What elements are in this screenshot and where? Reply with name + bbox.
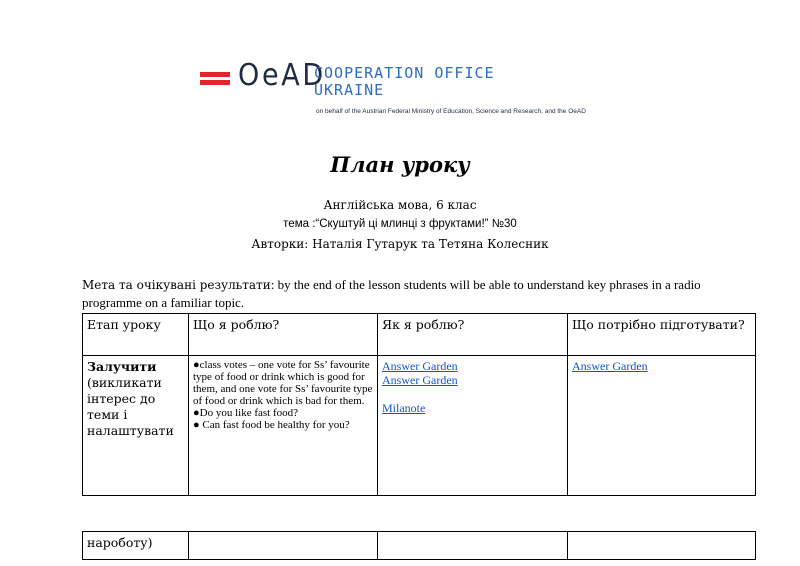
activity-item: ●class votes – one vote for Ss’ favourite type of food or drink which is good for them, and one vote for Ss’ favourite type of food or drink which is bad for them.: [193, 359, 373, 407]
logo-tagline: on behalf of the Austrian Federal Ministry of Education, Science and Research, and the OeAD: [316, 108, 586, 115]
austria-flag-icon: [200, 72, 230, 88]
goal-text: : by the end of the lesson students will be able to understand key phrases in a radio programme on a familiar topic.: [82, 277, 701, 310]
stage-cell-continued: нароботу): [83, 532, 189, 560]
empty-cell: [189, 532, 378, 560]
table-row: [83, 532, 756, 560]
stage-rest: (викликати інтерес до теми і налаштувати: [87, 375, 174, 438]
goal-label: Мета та очікувані результати: [82, 278, 271, 292]
table-header-row: [83, 314, 756, 356]
logo-line1: COOPERATION OFFICE: [314, 64, 495, 82]
activities-cell: [189, 356, 378, 496]
header-how: Як я роблю?: [378, 314, 568, 356]
lesson-plan-table-continued: [82, 531, 756, 560]
header-what: Що я роблю?: [189, 314, 378, 356]
stage-bold: Залучити: [87, 359, 157, 374]
header-stage: Етап уроку: [83, 314, 189, 356]
prep-answer-garden-link[interactable]: Answer Garden: [572, 359, 648, 373]
subject-line: Англійська мова, 6 клас: [323, 198, 477, 212]
stage-cell: [83, 356, 189, 496]
activity-item: ●Do you like fast food?: [193, 407, 299, 419]
authors-line: Авторки: Наталія Гутарук та Тетяна Колесник: [251, 237, 549, 251]
how-cell: [378, 356, 568, 496]
table-row: [83, 356, 756, 496]
answer-garden-link-2[interactable]: Answer Garden: [382, 373, 458, 387]
milanote-link[interactable]: Milanote: [382, 401, 426, 415]
prepare-cell: [568, 356, 756, 496]
logo-line2: UKRAINE: [314, 81, 385, 99]
oead-logo: [200, 60, 640, 130]
header-prepare: Що потрібно підготувати?: [568, 314, 756, 356]
lesson-goal: [82, 276, 752, 312]
lesson-plan-table: [82, 313, 756, 496]
logo-brand: OeAD: [238, 58, 326, 93]
activity-item: ● Can fast food be healthy for you?: [193, 419, 350, 431]
empty-cell: [378, 532, 568, 560]
topic-line: тема :“Скуштуй ці млинці з фруктами!” №30: [283, 218, 517, 230]
empty-cell: [568, 532, 756, 560]
answer-garden-link[interactable]: Answer Garden: [382, 359, 458, 373]
page-title: План уроку: [330, 152, 470, 177]
